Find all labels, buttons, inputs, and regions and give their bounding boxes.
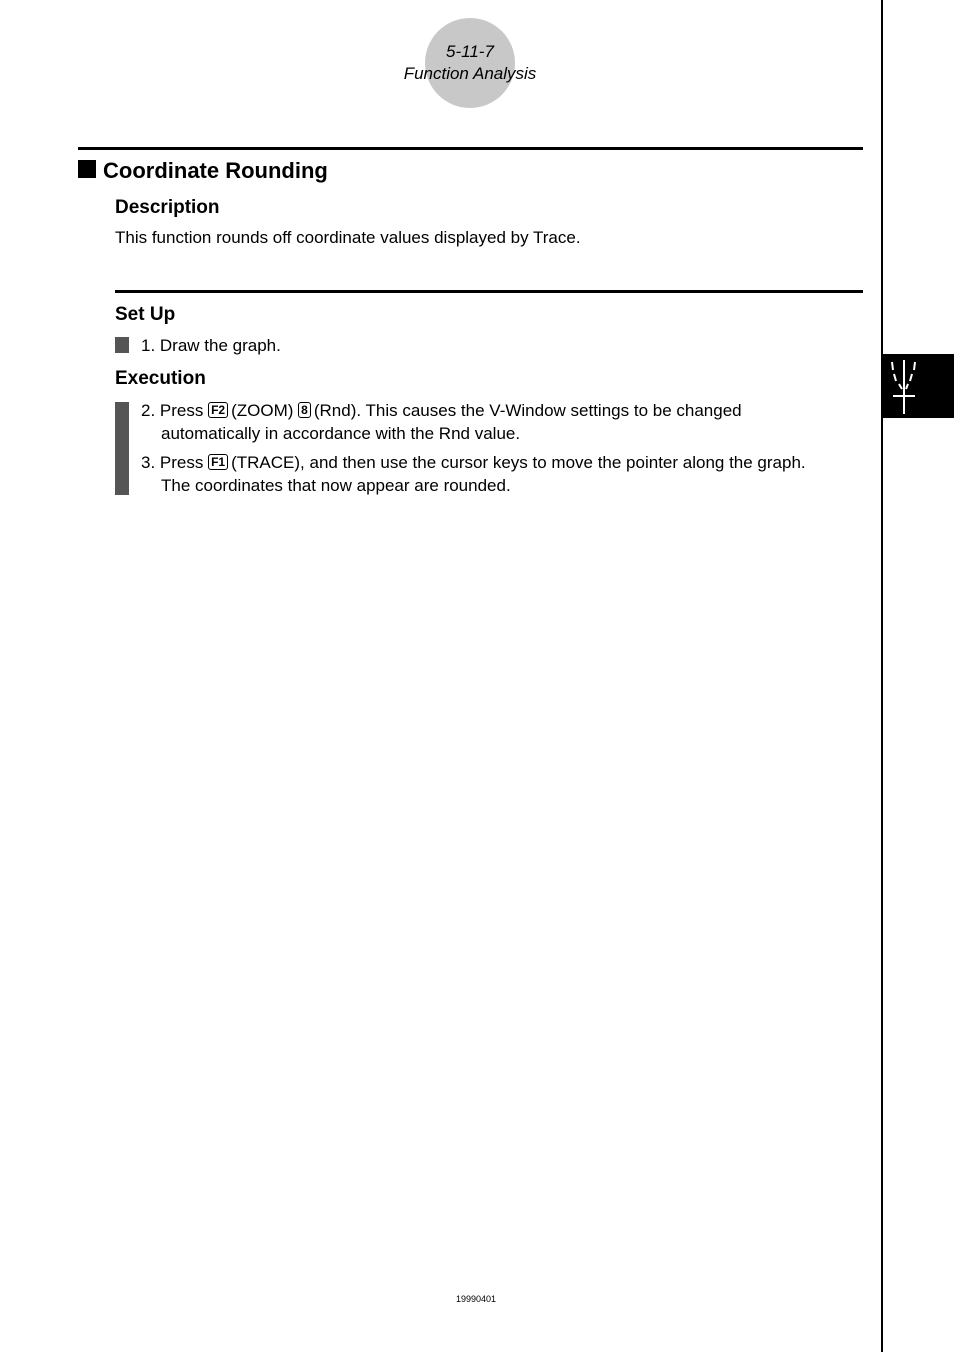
execution-step-2-line-2: automatically in accordance with the Rnd value.: [161, 424, 521, 443]
description-text: This function rounds off coordinate values displayed by Trace.: [115, 228, 581, 247]
execution-step-3-line-2: The coordinates that now appear are rounded.: [161, 476, 511, 495]
page-number: 5-11-7: [446, 42, 494, 61]
f2-key-icon: F2: [208, 402, 228, 418]
description-heading: Description: [115, 197, 220, 218]
execution-step-bar: [115, 402, 129, 495]
setup-rule: [115, 290, 863, 293]
setup-heading: Set Up: [115, 304, 176, 325]
step-2-prefix: 2. Press: [141, 401, 204, 420]
key-8-icon: 8: [298, 402, 311, 418]
f1-key-icon: F1: [208, 454, 228, 470]
section-rule: [78, 147, 863, 150]
graph-icon: [883, 354, 954, 418]
setup-step-bar: [115, 337, 129, 353]
square-bullet-icon: [78, 160, 96, 178]
setup-step-1: 1. Draw the graph.: [141, 336, 281, 355]
step-2-zoom: (ZOOM): [231, 401, 294, 420]
page-edge-rule: [881, 0, 883, 1352]
step-2-rnd: (Rnd). This causes the V-Window settings to be changed: [313, 401, 742, 420]
execution-heading: Execution: [115, 368, 206, 389]
step-3-prefix: 3. Press: [141, 453, 204, 472]
section-title: Coordinate Rounding: [103, 158, 328, 183]
execution-step-2: [141, 399, 742, 422]
chapter-title: Function Analysis: [403, 64, 537, 83]
footer-code: 19990401: [455, 1294, 497, 1304]
chapter-tab: [883, 354, 954, 418]
step-3-trace: (TRACE), and then use the cursor keys to move the pointer along the graph.: [231, 453, 806, 472]
execution-step-3: [141, 451, 806, 474]
page-number-badge: [425, 18, 515, 108]
